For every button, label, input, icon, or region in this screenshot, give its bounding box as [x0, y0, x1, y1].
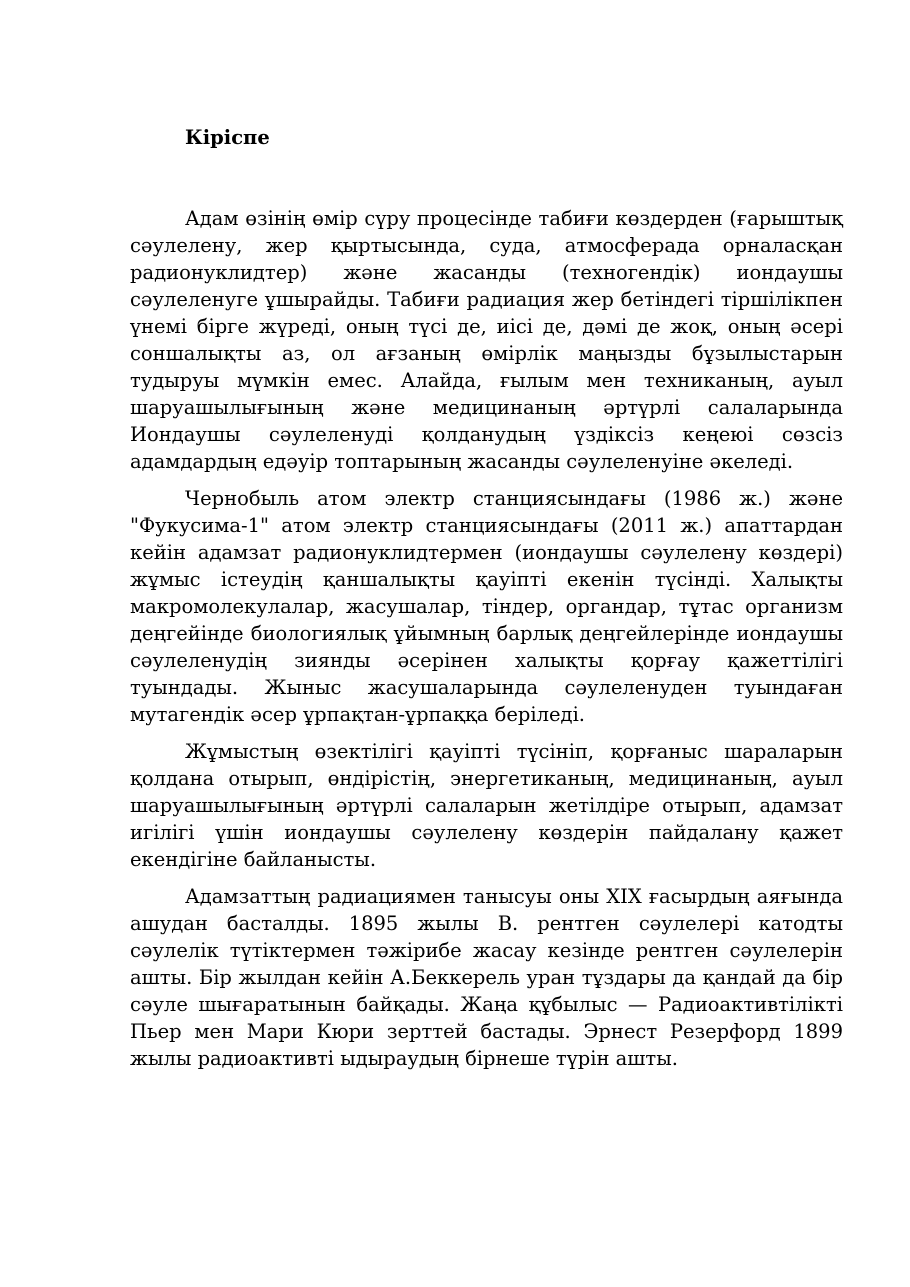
paragraph-2: Чернобыль атом электр станциясындағы (1986 ж.) және "Фукусима-1" атом электр станциясындағы (2011 ж.) апаттардан кейін адамзат радионуклидтермен (иондаушы сәулелену көздері) жұмыс істеудің қаншалықты қауіпті екенін түсінді. Халықты макромолекулалар, жасушалар, тіндер, органдар, тұтас организм деңгейінде биологиялық ұйымның барлық деңгейлерінде иондаушы сәулеленудің зиянды әсерінен халықты қорғау қажеттілігі туындады. Жыныс жасушаларында сәулеленуден туындаған мутагендік әсер ұрпақтан-ұрпаққа беріледі. — [130, 487, 843, 726]
paragraph-1: Адам өзінің өмір сүру процесінде табиғи көздерден (ғарыштық сәулелену, жер қыртысында, суда, атмосферада орналасқан радионуклидтер) және жасанды (техногендік) иондаушы сәулеленуге ұшырайды. Табиғи радиация жер бетіндегі тіршілікпен үнемі бірге жүреді, оның түсі де, иісі де, дәмі де жоқ, оның әсері соншалықты аз, ол ағзаның өмірлік маңызды бұзылыстарын тудыруы мүмкін емес. Алайда, ғылым мен техниканың, ауыл шаруашылығының және медицинаның әртүрлі салаларында Иондаушы сәулеленуді қолданудың үздіксіз кеңеюі сөзсіз адамдардың едәуір топтарының жасанды сәулеленуіне әкеледі. — [130, 207, 843, 473]
paragraph-3: Жұмыстың өзектілігі қауіпті түсініп, қорғаныс шараларын қолдана отырып, өндірістің, энергетиканың, медицинаның, ауыл шаруашылығының әртүрлі салаларын жетілдіре отырып, адамзат игілігі үшін иондаушы сәулелену көздерін пайдалану қажет екендігіне байланысты. — [130, 740, 843, 871]
document-body — [130, 124, 843, 1082]
section-heading: Кіріспе — [185, 126, 270, 149]
paragraph-4: Адамзаттың радиациямен танысуы оны XIX ғасырдың аяғында ашудан басталды. 1895 жылы В. рентген сәулелері катодты сәулелік түтіктермен тәжірибе жасау кезінде рентген сәулелерін ашты. Бір жылдан кейін А.Беккерель уран тұздары да қандай да бір сәуле шығаратынын байқады. Жаңа құбылыс — Радиоактивтілікті Пьер мен Мари Кюри зерттей бастады. Эрнест Резерфорд 1899 жылы радиоактивті ыдыраудың бірнеше түрін ашты. — [130, 885, 843, 1070]
